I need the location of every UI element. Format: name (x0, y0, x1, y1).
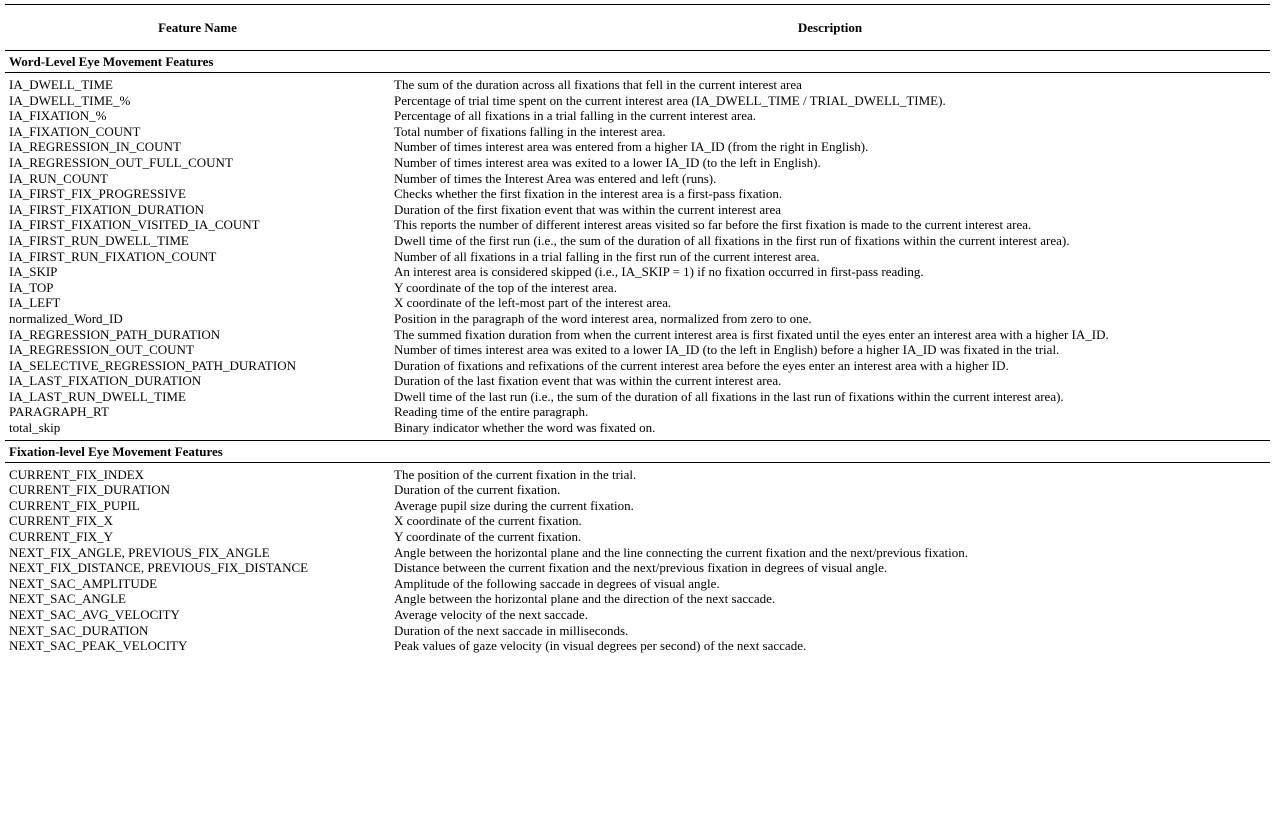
table-row (5, 249, 1270, 265)
description-cell: Checks whether the first fixation in the interest area is a first-pass fixation. (394, 186, 783, 202)
table-row (5, 607, 1270, 623)
feature-name-cell: CURRENT_FIX_PUPIL (9, 497, 140, 513)
table-row (5, 638, 1270, 654)
section-rows (5, 73, 1270, 440)
description-cell: Duration of the current fixation. (394, 482, 561, 498)
table-row (5, 576, 1270, 592)
feature-name-cell: IA_TOP (9, 279, 54, 295)
section-title: Fixation-level Eye Movement Features (9, 443, 223, 459)
table-row (5, 420, 1270, 436)
table-row (5, 264, 1270, 280)
description-cell: Y coordinate of the current fixation. (394, 529, 582, 545)
table-row (5, 327, 1270, 343)
table-row (5, 404, 1270, 420)
description-cell: Number of all fixations in a trial falling in the first run of the current interest area. (394, 248, 820, 264)
section-title: Word-Level Eye Movement Features (9, 54, 214, 69)
feature-table (5, 4, 1270, 658)
table-row (5, 373, 1270, 389)
description-cell: Duration of the first fixation event that was within the current interest area (394, 201, 781, 217)
feature-name-cell: total_skip (9, 420, 61, 436)
table-row (5, 108, 1270, 124)
feature-name-cell: NEXT_SAC_PEAK_VELOCITY (9, 638, 188, 654)
feature-name-cell: NEXT_SAC_DURATION (9, 622, 149, 638)
table-row (5, 217, 1270, 233)
feature-name-cell: IA_LEFT (9, 295, 61, 311)
description-cell: Distance between the current fixation and the next/previous fixation in degrees of visual angle. (394, 560, 888, 576)
feature-name-cell: IA_REGRESSION_OUT_FULL_COUNT (9, 154, 233, 170)
feature-name-cell: IA_SKIP (9, 264, 58, 280)
feature-name-cell: IA_FIRST_FIXATION_VISITED_IA_COUNT (9, 217, 260, 233)
feature-name-cell: NEXT_SAC_ANGLE (9, 591, 126, 607)
table-row (5, 591, 1270, 607)
feature-name-cell: CURRENT_FIX_Y (9, 529, 114, 545)
table-row (5, 155, 1270, 171)
feature-name-cell: IA_LAST_FIXATION_DURATION (9, 373, 202, 389)
description-cell: Position in the paragraph of the word interest area, normalized from zero to one. (394, 310, 812, 326)
table-body (5, 50, 1270, 658)
description-cell: Duration of fixations and refixations of the current interest area before the eyes enter an interest area with a higher ID. (394, 357, 1009, 373)
table-row (5, 389, 1270, 405)
description-cell: Binary indicator whether the word was fixated on. (394, 420, 656, 436)
description-cell: Duration of the next saccade in milliseconds. (394, 622, 629, 638)
description-cell: Average velocity of the next saccade. (394, 607, 588, 622)
feature-name-cell: NEXT_FIX_DISTANCE, PREVIOUS_FIX_DISTANCE (9, 560, 309, 576)
feature-name-cell: IA_DWELL_TIME_% (9, 92, 131, 108)
table-row (5, 295, 1270, 311)
table-header (5, 5, 1270, 50)
feature-name-cell: normalized_Word_ID (9, 310, 123, 326)
table-row (5, 311, 1270, 327)
table-row (5, 280, 1270, 296)
description-cell: An interest area is considered skipped (i.e., IA_SKIP = 1) if no fixation occurred in first-pass reading. (394, 264, 924, 280)
section-rows (5, 463, 1270, 658)
table-row (5, 482, 1270, 498)
feature-name-cell: IA_SELECTIVE_REGRESSION_PATH_DURATION (9, 357, 296, 373)
feature-name-cell: IA_FIXATION_COUNT (9, 123, 141, 139)
table-row (5, 545, 1270, 561)
description-cell: Percentage of all fixations in a trial falling in the current interest area. (394, 108, 757, 124)
feature-name-cell: CURRENT_FIX_DURATION (9, 482, 171, 498)
feature-name-cell: CURRENT_FIX_X (9, 513, 114, 529)
table-row (5, 342, 1270, 358)
description-cell: Number of times interest area was exited to a lower IA_ID (to the left in English) before a higher IA_ID was fixated in the trial. (394, 342, 1060, 358)
description-cell: Total number of fixations falling in the interest area. (394, 123, 666, 139)
description-cell: X coordinate of the current fixation. (394, 513, 582, 529)
table-row (5, 358, 1270, 374)
table-row (5, 233, 1270, 249)
header-description: Description (797, 19, 863, 35)
feature-name-cell: NEXT_SAC_AVG_VELOCITY (9, 607, 180, 622)
description-cell: This reports the number of different interest areas visited so far before the first fixation is made to the current interest area. (394, 217, 1032, 233)
description-cell: Y coordinate of the top of the interest area. (394, 279, 617, 295)
table-row (5, 139, 1270, 155)
description-cell: Amplitude of the following saccade in degrees of visual angle. (394, 575, 720, 591)
table-row (5, 623, 1270, 639)
feature-name-cell: IA_FIXATION_% (9, 108, 107, 124)
feature-name-cell: IA_LAST_RUN_DWELL_TIME (9, 388, 186, 404)
feature-name-cell: IA_DWELL_TIME (9, 77, 113, 92)
description-cell: Percentage of trial time spent on the current interest area (IA_DWELL_TIME / TRIAL_DWELL_TIME). (394, 92, 946, 108)
feature-name-cell: IA_FIRST_RUN_FIXATION_COUNT (9, 248, 217, 264)
table-row (5, 171, 1270, 187)
table-row (5, 77, 1270, 93)
description-cell: Duration of the last fixation event that was within the current interest area. (394, 373, 782, 389)
description-cell: Number of times interest area was entered from a higher IA_ID (from the right in English). (394, 139, 869, 155)
table-row (5, 513, 1270, 529)
description-cell: Number of times the Interest Area was entered and left (runs). (394, 170, 717, 186)
description-cell: Reading time of the entire paragraph. (394, 404, 589, 420)
description-cell: Number of times interest area was exited to a lower IA_ID (to the left in English). (394, 154, 821, 170)
description-cell: Dwell time of the first run (i.e., the sum of the duration of all fixations in the first run of fixations within the current interest area). (394, 232, 1070, 248)
description-cell: The summed fixation duration from when the current interest area is first fixated until the eyes enter an interest area with a higher IA_ID. (394, 326, 1109, 342)
description-cell: Average pupil size during the current fixation. (394, 497, 634, 513)
feature-name-cell: IA_RUN_COUNT (9, 170, 108, 186)
feature-name-cell: IA_FIRST_FIXATION_DURATION (9, 201, 204, 217)
table-row (5, 93, 1270, 109)
feature-name-cell: IA_REGRESSION_IN_COUNT (9, 139, 181, 155)
table-row (5, 529, 1270, 545)
description-cell: The sum of the duration across all fixations that fell in the current interest area (394, 77, 802, 92)
description-cell: Angle between the horizontal plane and the direction of the next saccade. (394, 591, 776, 607)
table-row (5, 202, 1270, 218)
feature-name-cell: IA_FIRST_RUN_DWELL_TIME (9, 232, 189, 248)
table-row (5, 498, 1270, 514)
feature-name-cell: IA_FIRST_FIX_PROGRESSIVE (9, 186, 186, 202)
feature-name-cell: NEXT_FIX_ANGLE, PREVIOUS_FIX_ANGLE (9, 544, 270, 560)
description-cell: Angle between the horizontal plane and the line connecting the current fixation and the next/previous fixation. (394, 544, 968, 560)
table-row (5, 186, 1270, 202)
feature-name-cell: IA_REGRESSION_PATH_DURATION (9, 326, 221, 342)
table-row (5, 467, 1270, 483)
description-cell: Dwell time of the last run (i.e., the sum of the duration of all fixations in the last run of fixations within the current interest area). (394, 388, 1064, 404)
description-cell: X coordinate of the left-most part of the interest area. (394, 295, 672, 311)
feature-name-cell: CURRENT_FIX_INDEX (9, 466, 145, 482)
table-row (5, 124, 1270, 140)
feature-name-cell: NEXT_SAC_AMPLITUDE (9, 575, 158, 591)
feature-name-cell: PARAGRAPH_RT (9, 404, 109, 420)
description-cell: The position of the current fixation in the trial. (394, 466, 637, 482)
feature-name-cell: IA_REGRESSION_OUT_COUNT (9, 342, 194, 358)
description-cell: Peak values of gaze velocity (in visual degrees per second) of the next saccade. (394, 638, 807, 654)
table-row (5, 560, 1270, 576)
header-feature-name: Feature Name (158, 19, 237, 35)
